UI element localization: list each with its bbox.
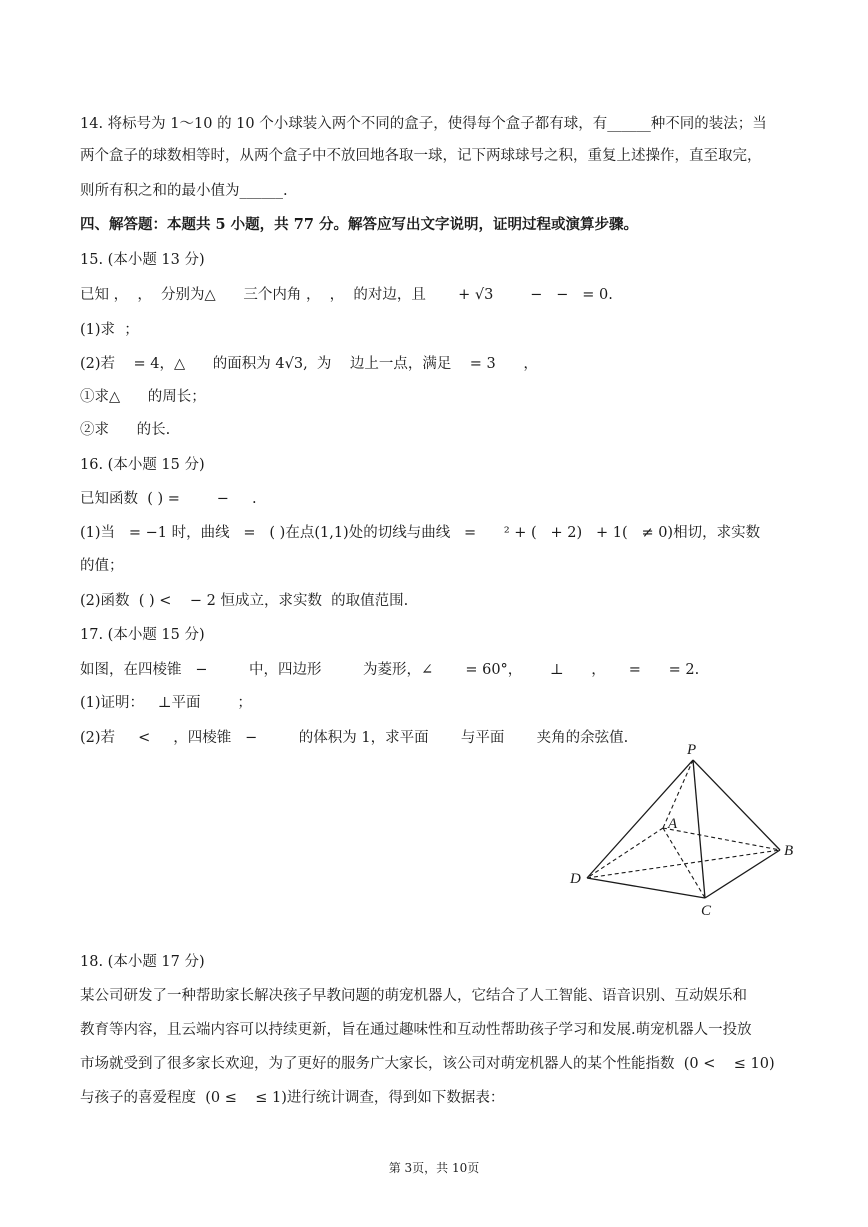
q14-line-2: 两个盒子的球数相等时，从两个盒子中不放回地各取一球，记下两球球号之积，重复上述操作，直至取完， [80, 148, 762, 164]
edge-cb [705, 850, 780, 898]
diag-db-hidden [587, 850, 780, 878]
q18-line-1: 某公司研发了一种帮助家长解决孩子早教问题的萌宠机器人，它结合了人工智能、语音识别、互动娱乐和 [80, 988, 747, 1004]
q16-part-2: (2)函数 ( ) < − 2 恒成立，求实数 的取值范围. [80, 593, 409, 609]
q17-part-2: (2)若 < ，四棱锥 − 的体积为 1，求平面 与平面 夹角的余弦值. [80, 730, 629, 746]
pyramid-figure [560, 740, 810, 930]
q18-header: 18. (本小题 17 分) [80, 954, 205, 970]
q14-line-3: 则所有积之和的最小值为______. [80, 183, 288, 199]
q15-part-2a: ①求△ 的周长； [80, 389, 206, 405]
label-c: C [701, 903, 712, 919]
q15-stem: 已知 ， ， 分别为△ 三个内角 ， ， 的对边，且 + √3 − − = 0. [80, 287, 613, 303]
q18-line-2: 教育等内容，且云端内容可以持续更新，旨在通过趣味性和互动性帮助孩子学习和发展.萌宠机器人一投放 [80, 1022, 752, 1038]
q17-stem: 如图，在四棱锥 − 中，四边形 为菱形，∠ = 60°， ⊥ ， = = 2. [80, 662, 700, 678]
diag-ac-hidden [663, 828, 705, 898]
edge-dc [587, 878, 705, 898]
page-footer: 第 3页，共 10页 [388, 1161, 480, 1175]
q16-header: 16. (本小题 15 分) [80, 457, 205, 473]
q15-header: 15. (本小题 13 分) [80, 252, 205, 268]
label-p: P [687, 742, 697, 758]
edge-pc [693, 760, 705, 898]
label-b: B [784, 843, 794, 859]
q16-part-1b: 的值； [80, 558, 124, 574]
q16-stem: 已知函数 ( ) = − . [80, 491, 257, 507]
q15-part-2: (2)若 = 4，△ 的面积为 4√3, 为 边上一点，满足 = 3 ， [80, 356, 538, 372]
q18-line-3: 市场就受到了很多家长欢迎，为了更好的服务广大家长，该公司对萌宠机器人的某个性能指数 (0 < ≤ 10) [80, 1056, 775, 1072]
section-heading: 四、解答题：本题共 5 小题，共 77 分。解答应写出文字说明，证明过程或演算步骤。 [80, 216, 638, 233]
q15-part-1: (1)求 ； [80, 322, 139, 338]
q16-part-1a: (1)当 = −1 时，曲线 = ( )在点(1,1)处的切线与曲线 = ² + ( + 2) + 1( ≠ 0)相切，求实数 [80, 525, 761, 541]
label-d: D [570, 871, 581, 887]
q17-header: 17. (本小题 15 分) [80, 627, 205, 643]
label-a: A [668, 816, 678, 832]
q14-line-1: 14. 将标号为 1～10 的 10 个小球装入两个不同的盒子，使得每个盒子都有球，有______种不同的装法；当 [80, 116, 767, 132]
q18-line-4: 与孩子的喜爱程度 (0 ≤ ≤ 1)进行统计调查，得到如下数据表： [80, 1090, 505, 1106]
q15-part-2b: ②求 的长. [80, 422, 171, 438]
q17-part-1: (1)证明： ⊥平面 ； [80, 695, 252, 711]
